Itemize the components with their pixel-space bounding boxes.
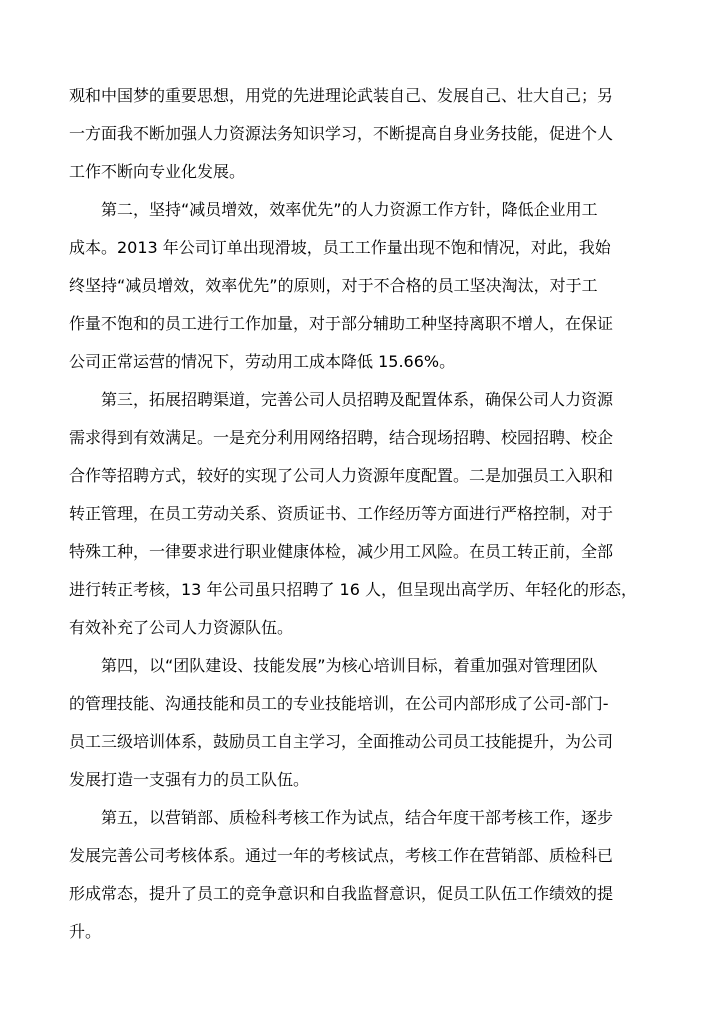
text-line: 特殊工种，一律要求进行职业健康体检，减少用工风险。在员工转正前，全部 [69,542,614,561]
text-line: 需求得到有效满足。一是充分利用网络招聘，结合现场招聘、校园招聘、校企 [69,428,614,447]
text-line: 第三，拓展招聘渠道，完善公司人员招聘及配置体系，确保公司人力资源 [101,390,614,409]
text-line: 发展完善公司考核体系。通过一年的考核试点，考核工作在营销部、质检科已 [69,846,614,865]
text-line: 工作不断向专业化发展。 [69,162,246,181]
text-line: 发展打造一支强有力的员工队伍。 [69,770,310,789]
text-line: 员工三级培训体系，鼓励员工自主学习，全面推动公司员工技能提升，为公司 [69,732,614,751]
text-line: 作量不饱和的员工进行工作加量，对于部分辅助工种坚持离职不增人，在保证 [69,314,614,333]
text-line: 进行转正考核，13 年公司虽只招聘了 16 人，但呈现出高学历、年轻化的形态， [69,580,637,599]
text-line: 观和中国梦的重要思想，用党的先进理论武装自己、发展自己、壮大自己；另 [69,86,614,105]
text-line: 一方面我不断加强人力资源法务知识学习，不断提高自身业务技能，促进个人 [69,124,614,143]
text-line: 形成常态，提升了员工的竞争意识和自我监督意识，促员工队伍工作绩效的提 [69,884,614,903]
text-line: 升。 [69,922,102,941]
text-line: 合作等招聘方式，较好的实现了公司人力资源年度配置。二是加强员工入职和 [69,466,614,485]
text-line: 转正管理，在员工劳动关系、资质证书、工作经历等方面进行严格控制，对于 [69,504,614,523]
text-line: 的管理技能、沟通技能和员工的专业技能培训，在公司内部形成了公司-部门- [69,694,609,713]
text-line: 第四，以“团队建设、技能发展”为核心培训目标，着重加强对管理团队 [101,656,598,675]
text-line: 第二，坚持“减员增效，效率优先”的人力资源工作方针，降低企业用工 [101,200,598,219]
text-line: 有效补充了公司人力资源队伍。 [69,618,294,637]
text-line: 成本。2013 年公司订单出现滑坡，员工工作量出现不饱和情况，对此，我始 [69,238,611,257]
text-line: 终坚持“减员增效，效率优先”的原则，对于不合格的员工坚决淘汰，对于工 [69,276,598,295]
text-line: 公司正常运营的情况下，劳动用工成本降低 15.66%。 [69,352,456,371]
text-line: 第五，以营销部、质检科考核工作为试点，结合年度干部考核工作，逐步 [101,808,614,827]
